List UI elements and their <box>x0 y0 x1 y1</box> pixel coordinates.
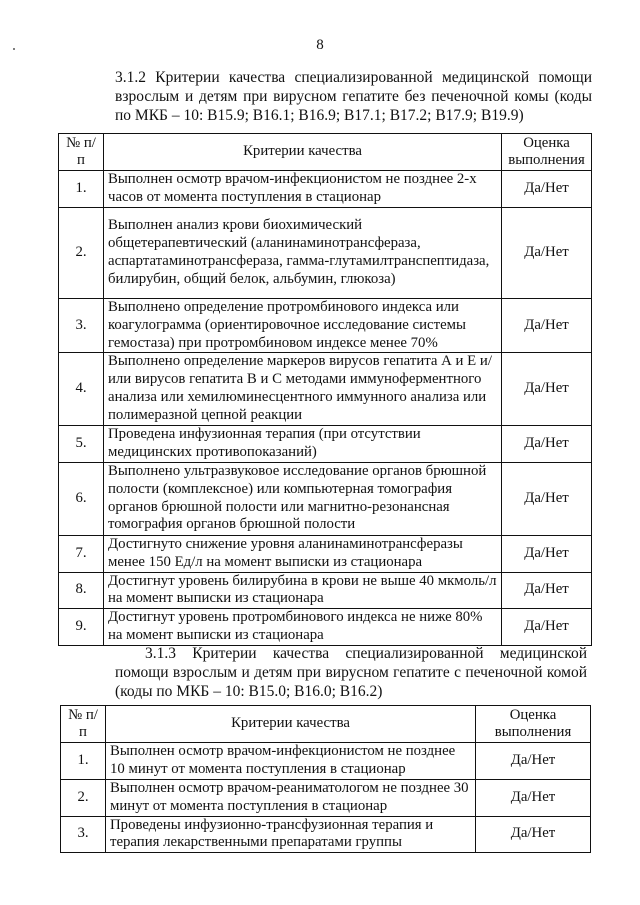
table-row <box>59 299 592 353</box>
row-evaluation: Да/Нет <box>502 535 592 572</box>
row-evaluation: Да/Нет <box>502 208 592 299</box>
row-criterion: Достигнут уровень билирубина в крови не выше 40 мкмоль/л на момент выписки из стационара <box>104 572 502 609</box>
table-header-row <box>59 134 592 171</box>
row-evaluation: Да/Нет <box>502 462 592 535</box>
row-evaluation: Да/Нет <box>502 609 592 646</box>
row-evaluation: Да/Нет <box>502 299 592 353</box>
section-heading-3-1-2: 3.1.2 Критерии качества специализированной медицинской помощи взрослым и детям при вирусном гепатите без печеночной комы (коды по МКБ – 10: В15.9; В16.1; В16.9; В17.1; В17.2; В17.9; В19.9) <box>115 69 592 124</box>
table-row <box>59 462 592 535</box>
row-evaluation: Да/Нет <box>502 171 592 208</box>
row-num: 2. <box>61 780 106 817</box>
table-row <box>59 171 592 208</box>
row-num: 1. <box>59 171 104 208</box>
row-evaluation: Да/Нет <box>502 353 592 425</box>
table-row <box>59 535 592 572</box>
row-criterion: Достигнуто снижение уровня аланинаминотрансферазы менее 150 Ед/л на момент выписки из стационара <box>104 535 502 572</box>
row-num: 2. <box>59 208 104 299</box>
table-row <box>59 353 592 425</box>
header-evaluation: Оценка выполнения <box>502 134 592 171</box>
table-row <box>61 816 591 853</box>
row-criterion: Достигнут уровень протромбинового индекса не ниже 80% на момент выписки из стационара <box>104 609 502 646</box>
row-criterion: Выполнен осмотр врачом-реаниматологом не позднее 30 минут от момента поступления в стационар <box>106 780 476 817</box>
row-num: 3. <box>59 299 104 353</box>
header-num: № п/п <box>61 706 106 743</box>
row-criterion: Выполнено ультразвуковое исследование органов брюшной полости (комплексное) или компьютерная томография органов брюшной полости или магнитно-резонансная томография органов брюшной полости <box>104 462 502 535</box>
row-num: 3. <box>61 816 106 853</box>
table-row <box>59 425 592 462</box>
row-evaluation: Да/Нет <box>476 780 591 817</box>
page-number: 8 <box>316 37 324 53</box>
row-num: 5. <box>59 425 104 462</box>
header-criteria: Критерии качества <box>104 134 502 171</box>
row-criterion: Проведена инфузионная терапия (при отсутствии медицинских противопоказаний) <box>104 425 502 462</box>
row-evaluation: Да/Нет <box>476 816 591 853</box>
table-row <box>61 743 591 780</box>
row-num: 7. <box>59 535 104 572</box>
row-num: 6. <box>59 462 104 535</box>
row-evaluation: Да/Нет <box>502 425 592 462</box>
row-criterion: Выполнено определение маркеров вирусов гепатита А и Е и/или вирусов гепатита В и С методами иммуноферментного анализа или хемилюминесцентного иммунного анализа или полимеразной цепной реакции <box>104 353 502 425</box>
criteria-table-3-1-3 <box>60 705 591 853</box>
criteria-table-3-1-2 <box>58 133 592 646</box>
table-row <box>59 208 592 299</box>
row-criterion: Проведены инфузионно-трансфузионная терапия и терапия лекарственными препаратами группы <box>106 816 476 853</box>
row-evaluation: Да/Нет <box>502 572 592 609</box>
row-num: 1. <box>61 743 106 780</box>
row-num: 4. <box>59 353 104 425</box>
row-num: 8. <box>59 572 104 609</box>
table-row <box>59 609 592 646</box>
row-criterion: Выполнено определение протромбинового индекса или коагулограмма (ориентировочное исследование системы гемостаза) при протромбиновом индексе менее 70% <box>104 299 502 353</box>
table-header-row <box>61 706 591 743</box>
row-criterion: Выполнен осмотр врачом-инфекционистом не позднее 10 минут от момента поступления в стационар <box>106 743 476 780</box>
table-row <box>59 572 592 609</box>
row-criterion: Выполнен осмотр врачом-инфекционистом не позднее 2-х часов от момента поступления в стационар <box>104 171 502 208</box>
header-evaluation: Оценка выполнения <box>476 706 591 743</box>
row-criterion: Выполнен анализ крови биохимический общетерапевтический (аланинаминотрансфераза, аспартатаминотрансфераза, гамма-глутамилтранспептидаза, билирубин, общий белок, альбумин, глюкоза) <box>104 208 502 299</box>
header-num: № п/п <box>59 134 104 171</box>
table-row <box>61 780 591 817</box>
header-criteria: Критерии качества <box>106 706 476 743</box>
row-evaluation: Да/Нет <box>476 743 591 780</box>
section-heading-3-1-3: 3.1.3 Критерии качества специализированной медицинской помощи взрослым и детям при вирусном гепатите с печеночной комой (коды по МКБ – 10: В15.0; В16.0; В16.2) <box>115 645 587 700</box>
row-num: 9. <box>59 609 104 646</box>
